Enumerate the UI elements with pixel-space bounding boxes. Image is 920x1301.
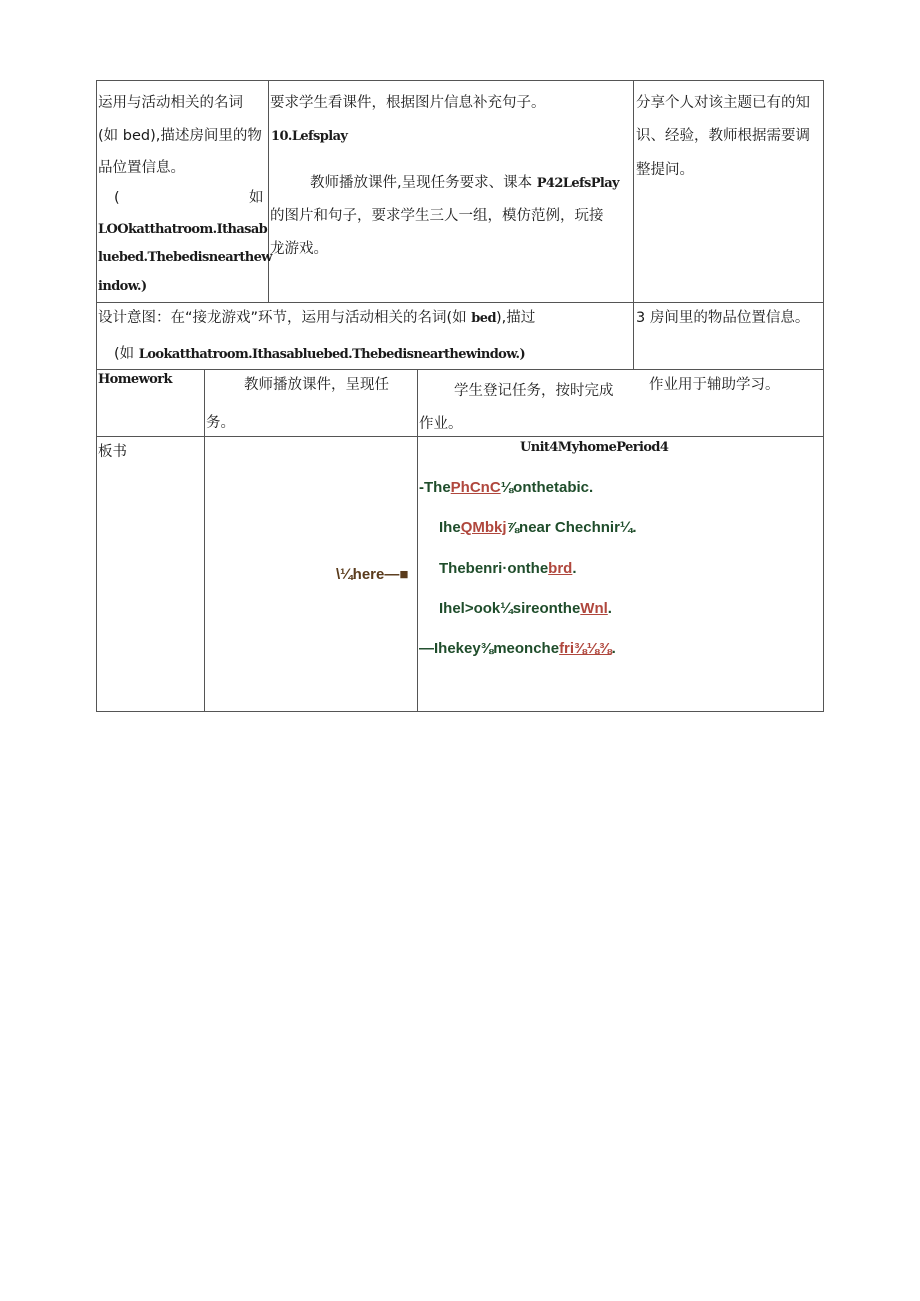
table-border-top xyxy=(96,80,824,81)
table-border-right xyxy=(823,80,824,711)
design-intent-ru: (如 xyxy=(114,346,139,362)
objective-line-1: 运用与活动相关的名词 xyxy=(98,95,243,111)
design-intent-tail: ),描过 xyxy=(495,310,536,326)
design-intent-text: 设计意图：在“接龙游戏”环节，运用与活动相关的名词(如 xyxy=(98,310,472,326)
col-divider-r3-b xyxy=(417,369,418,711)
activity-line-3-ref: P42LefsPlay xyxy=(536,176,619,191)
activity-line-1: 要求学生看课件，根据图片信息补充句子。 xyxy=(270,95,546,111)
sentence-5-pre: —Ihekey⅜meonche xyxy=(419,640,560,657)
homework-label: Homework xyxy=(98,372,172,387)
objective-paren: ( xyxy=(114,190,120,206)
objective-example-3: indow.) xyxy=(98,279,147,294)
activity-line-3 xyxy=(310,173,619,194)
homework-teacher-2: 务。 xyxy=(206,415,235,431)
sentence-3-pre: Thebenri·onthe xyxy=(439,560,549,577)
sentence-3-post: . xyxy=(572,560,577,577)
purpose-line-2: 识、经验，教师根据需要调 xyxy=(636,128,810,144)
objective-line-2: (如 bed),描述房间里的物 xyxy=(98,128,262,144)
objective-ru: 如 xyxy=(249,190,264,206)
sentence-1-post: ⅛onthetabic. xyxy=(500,479,594,496)
sentence-1-blank: PhCnC xyxy=(450,479,501,496)
blackboard-label: 板书 xyxy=(98,444,127,460)
purpose-line-3: 整提问。 xyxy=(636,162,694,178)
design-intent-example: Lookatthatroom.Ithasabluebed.Thebedisnearthewindow.) xyxy=(138,347,526,362)
sentence-4-blank: Wnl xyxy=(580,600,608,617)
blackboard-sentence-2 xyxy=(439,518,637,538)
blackboard-title: Unit4MyhomePeriod4 xyxy=(520,440,669,455)
col-divider-r1-a xyxy=(268,80,269,302)
col-divider-r1-b xyxy=(633,80,634,369)
sentence-1-pre: -The xyxy=(419,479,451,496)
purpose-line-1: 分享个人对该主题已有的知 xyxy=(636,95,810,111)
objective-line-3: 品位置信息。 xyxy=(98,160,185,176)
sentence-3-blank: brd xyxy=(548,560,573,577)
sentence-5-post: . xyxy=(611,640,616,657)
homework-student-2: 作业。 xyxy=(419,416,463,432)
design-intent-right: 3 房间里的物品位置信息。 xyxy=(636,310,810,326)
blackboard-where: \¼here—■ xyxy=(336,566,409,583)
activity-line-3-text: 教师播放课件,呈现任务要求、课本 xyxy=(310,175,537,191)
row-divider-2 xyxy=(96,369,824,370)
homework-student-1: 学生登记任务，按时完成 xyxy=(454,383,614,399)
design-intent-word: bed xyxy=(471,311,496,326)
objective-example-1: LOOkatthatroom.Ithasab xyxy=(98,222,268,237)
sentence-2-blank: QMbkj xyxy=(460,519,507,536)
activity-heading: 10.Lefsplay xyxy=(271,129,348,144)
row-divider-3 xyxy=(96,436,824,437)
design-intent-line-2 xyxy=(114,344,525,365)
blackboard-sentence-5 xyxy=(419,639,616,659)
homework-teacher-1: 教师播放课件，呈现任 xyxy=(244,377,389,393)
sentence-5-blank: fri⅜⅛⅜ xyxy=(559,640,612,657)
sentence-2-pre: Ihe xyxy=(439,519,461,536)
col-divider-r3-a xyxy=(204,369,205,711)
sentence-2-post: ⅞near Chechnir¼. xyxy=(506,519,637,536)
row-divider-1 xyxy=(96,302,824,303)
objective-example-2: luebed.Thebedisnearthew xyxy=(98,250,272,265)
table-border-left xyxy=(96,80,97,711)
table-border-bottom xyxy=(96,711,824,712)
sentence-4-pre: Ihel>ook¼sireonthe xyxy=(439,600,581,617)
activity-line-5: 龙游戏。 xyxy=(270,241,328,257)
design-intent-line-1 xyxy=(98,308,535,329)
blackboard-sentence-1 xyxy=(419,478,593,498)
homework-purpose: 作业用于辅助学习。 xyxy=(649,377,780,393)
activity-line-4: 的图片和句子，要求学生三人一组，模仿范例，玩接 xyxy=(270,208,604,224)
blackboard-sentence-3 xyxy=(439,559,577,579)
sentence-4-post: . xyxy=(607,600,612,617)
blackboard-sentence-4 xyxy=(439,599,612,619)
